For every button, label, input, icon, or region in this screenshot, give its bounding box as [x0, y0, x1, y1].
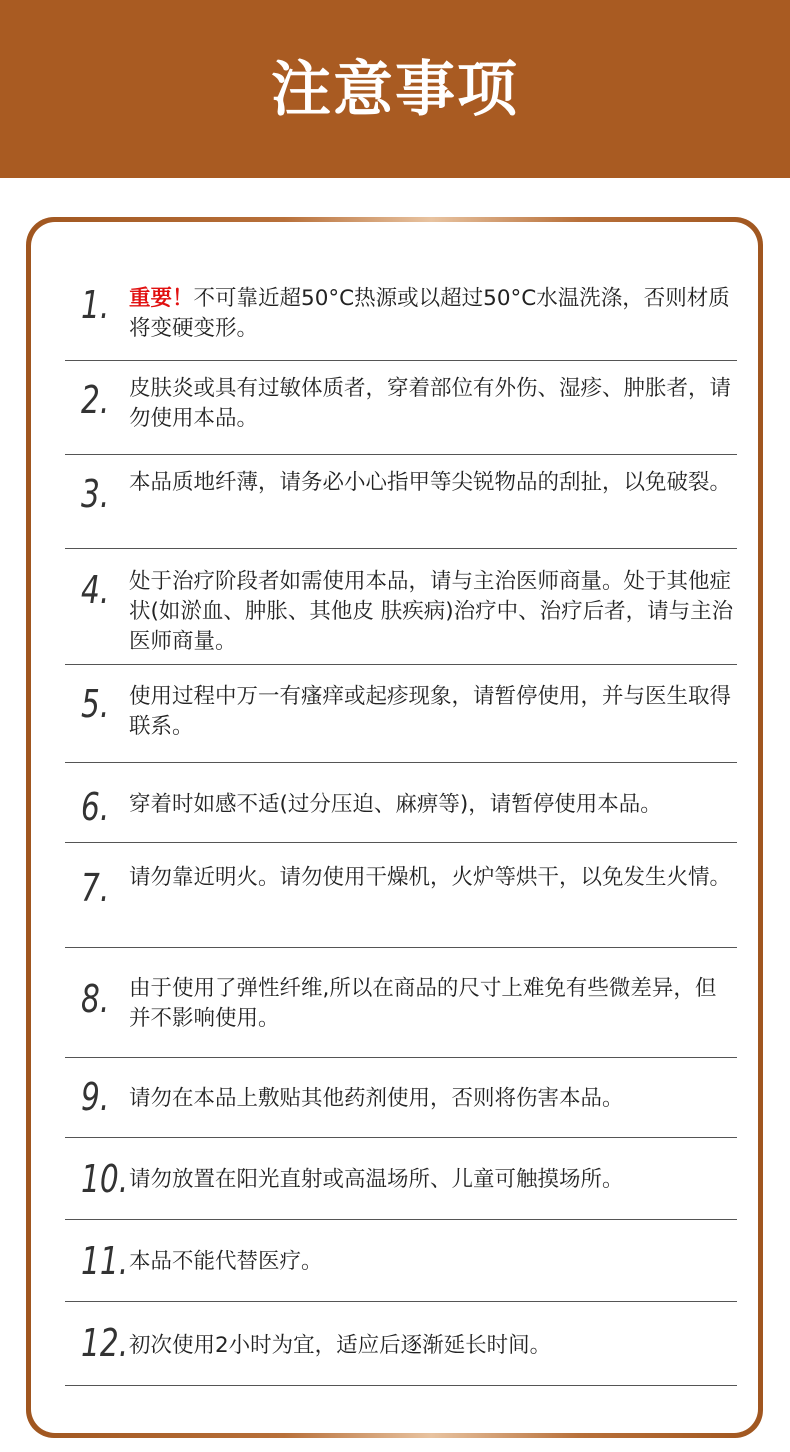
- item-number: 6.: [81, 785, 110, 829]
- notice-panel: [26, 217, 763, 1438]
- item-emphasis: 重要！: [129, 286, 194, 311]
- item-text: 请勿在本品上敷贴其他药剂使用，否则将伤害本品。: [129, 1086, 624, 1111]
- item-number: 12.: [81, 1321, 129, 1365]
- item-text: [129, 284, 737, 344]
- page-title: 注意事项: [271, 55, 519, 125]
- notice-item-9: [65, 1058, 737, 1138]
- notice-list: [65, 264, 737, 1386]
- item-body: 不可靠近超50°C热源或以超过50°C水温洗涤，否则材质将变硬变形。: [129, 286, 730, 341]
- item-number: 8.: [81, 977, 110, 1021]
- item-number: 9.: [81, 1075, 110, 1119]
- notice-item-12: [65, 1302, 737, 1386]
- item-text: 初次使用2小时为宜，适应后逐渐延长时间。: [129, 1333, 552, 1358]
- item-number: 11.: [81, 1239, 129, 1283]
- notice-item-3: [65, 455, 737, 549]
- item-text: 皮肤炎或具有过敏体质者，穿着部位有外伤、湿疹、肿胀者，请勿使用本品。: [129, 376, 732, 431]
- item-number: 2.: [81, 378, 110, 422]
- item-number: 7.: [81, 866, 110, 910]
- notice-item-7: [65, 843, 737, 948]
- item-number: 4.: [81, 568, 110, 612]
- item-text: 请勿放置在阳光直射或高温场所、儿童可触摸场所。: [129, 1167, 624, 1192]
- item-number: 5.: [81, 682, 110, 726]
- item-number: 1.: [81, 283, 110, 327]
- notice-item-10: [65, 1138, 737, 1220]
- header-banner: [0, 0, 790, 178]
- notice-item-6: [65, 763, 737, 843]
- item-text: 由于使用了弹性纤维,所以在商品的尺寸上难免有些微差异，但并不影响使用。: [129, 976, 717, 1031]
- item-text: 穿着时如感不适(过分压迫、麻痹等)，请暂停使用本品。: [129, 792, 662, 817]
- item-number: 10.: [81, 1157, 129, 1201]
- notice-item-5: [65, 665, 737, 763]
- item-text: 使用过程中万一有瘙痒或起疹现象，请暂停使用，并与医生取得联系。: [129, 684, 732, 739]
- item-number: 3.: [81, 472, 110, 516]
- notice-item-1: [65, 264, 737, 361]
- notice-item-8: [65, 948, 737, 1058]
- item-text: 本品不能代替医疗。: [129, 1249, 323, 1274]
- notice-item-11: [65, 1220, 737, 1302]
- item-text: 处于治疗阶段者如需使用本品，请与主治医师商量。处于其他症状(如淤血、肿胀、其他皮 肤疾病)治疗中、治疗后者，请与主治医师商量。: [129, 569, 734, 654]
- item-text: 本品质地纤薄，请务必小心指甲等尖锐物品的刮扯，以免破裂。: [129, 470, 732, 495]
- notice-panel-inner: [31, 222, 758, 1433]
- notice-item-2: [65, 361, 737, 455]
- notice-item-4: [65, 549, 737, 665]
- item-text: 请勿靠近明火。请勿使用干燥机，火炉等烘干，以免发生火情。: [129, 865, 732, 890]
